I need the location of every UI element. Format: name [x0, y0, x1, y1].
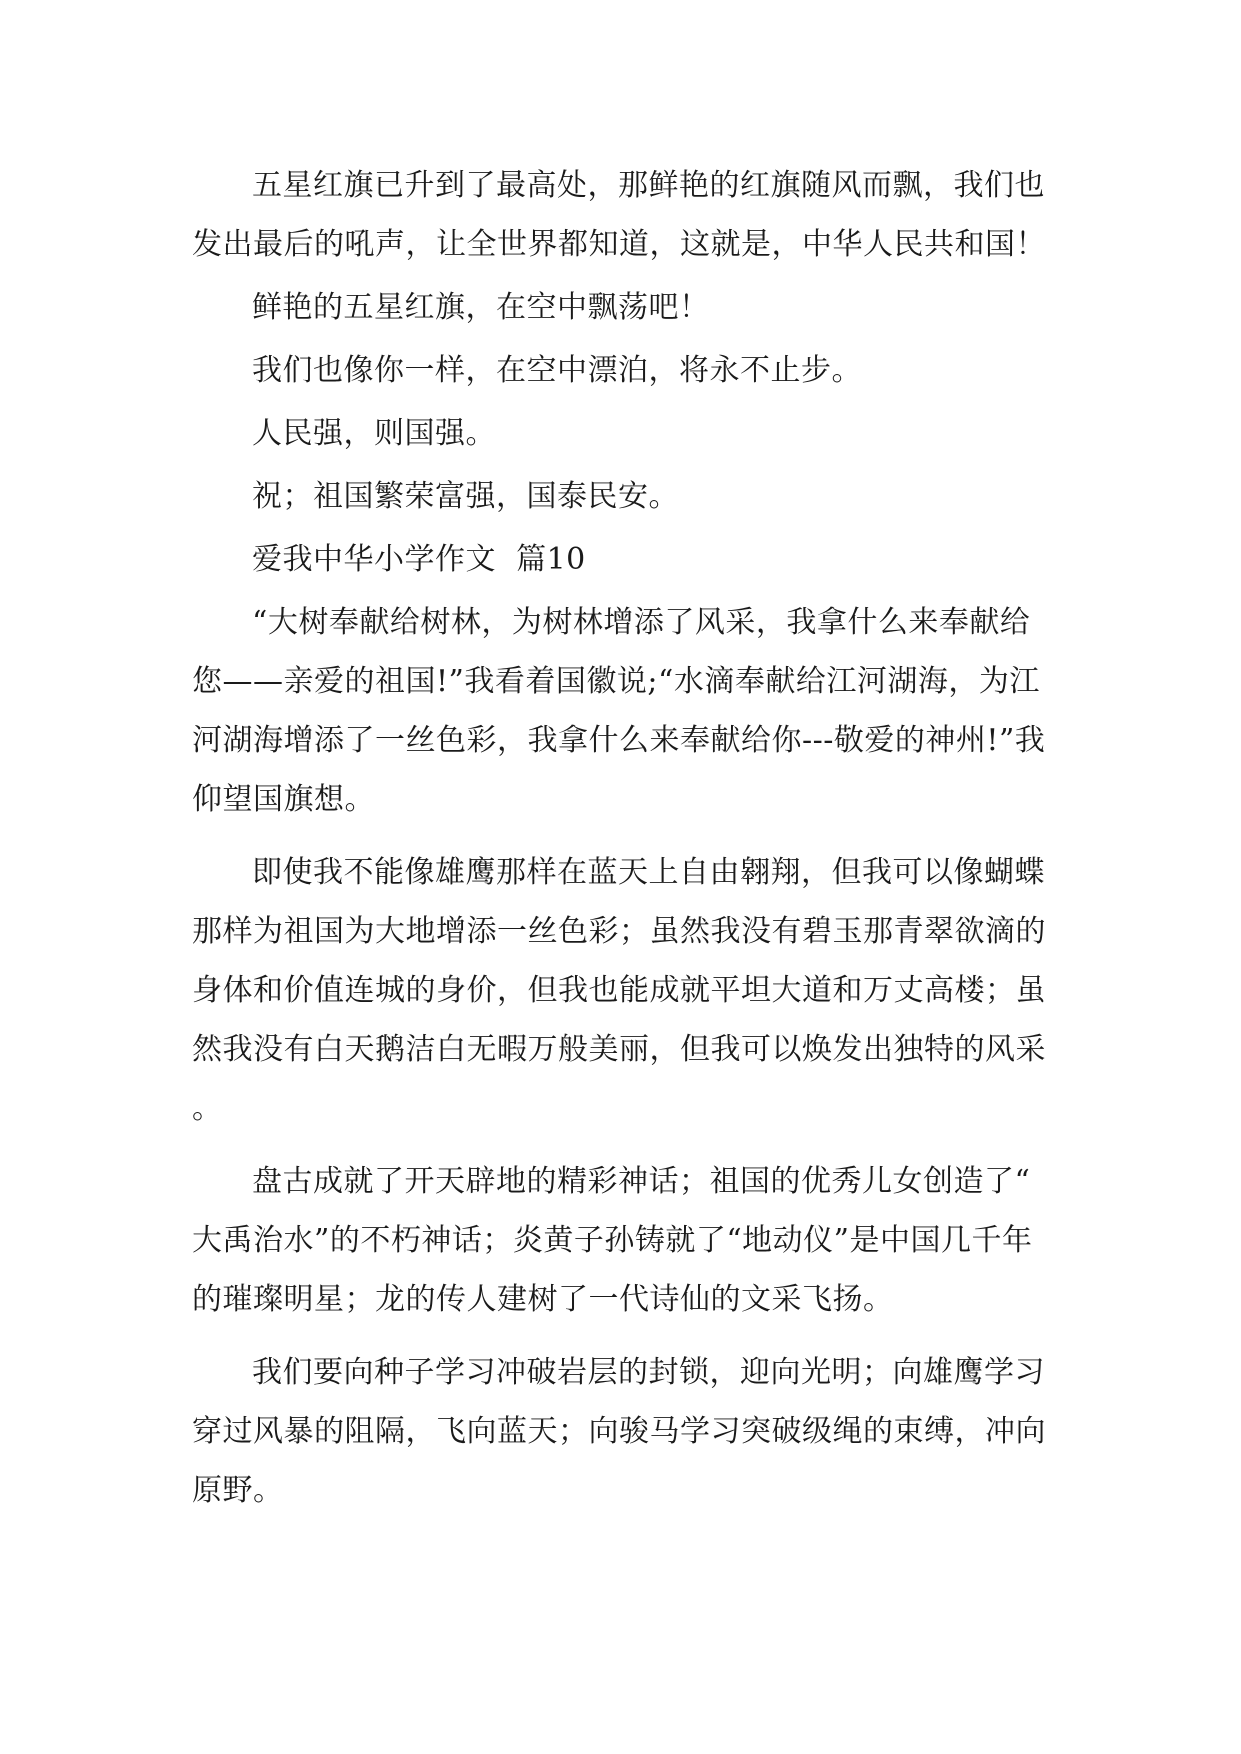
paragraph: 我们要向种子学习冲破岩层的封锁，迎向光明；向雄鹰学习穿过风暴的阻隔，飞向蓝天；向骏马学习突破级绳的束缚，冲向原野。	[192, 1355, 1046, 1508]
paragraph: 我们也像你一样，在空中漂泊，将永不止步。	[252, 353, 862, 388]
section-heading: 爱我中华小学作文 篇10	[252, 542, 586, 577]
paragraph: 人民强，则国强。	[252, 416, 496, 451]
document-body	[192, 156, 1050, 1520]
paragraph: 五星红旗已升到了最高处，那鲜艳的红旗随风而飘，我们也发出最后的吼声，让全世界都知道，这就是，中华人民共和国！	[192, 168, 1046, 262]
paragraph: “大树奉献给树林，为树林增添了风采，我拿什么来奉献给您——亲爱的祖国!”我看着国徽说;“水滴奉献给江河湖海，为江河湖海增添了一丝色彩，我拿什么来奉献给你---敬爱的神州!”我仰望国旗想。	[192, 605, 1046, 817]
paragraph: 盘古成就了开天辟地的精彩神话；祖国的优秀儿女创造了“大禹治水”的不朽神话；炎黄子孙铸就了“地动仪”是中国几千年的璀璨明星；龙的传人建树了一代诗仙的文采飞扬。	[192, 1164, 1033, 1317]
paragraph: 鲜艳的五星红旗，在空中飘荡吧！	[252, 290, 710, 325]
paragraph: 祝；祖国繁荣富强，国泰民安。	[252, 479, 679, 514]
paragraph: 即使我不能像雄鹰那样在蓝天上自由翱翔，但我可以像蝴蝶那样为祖国为大地增添一丝色彩；虽然我没有碧玉那青翠欲滴的身体和价值连城的身价，但我也能成就平坦大道和万丈高楼；虽然我没有白天鹅洁白无暇万般美丽，但我可以焕发出独特的风采。	[192, 855, 1046, 1126]
